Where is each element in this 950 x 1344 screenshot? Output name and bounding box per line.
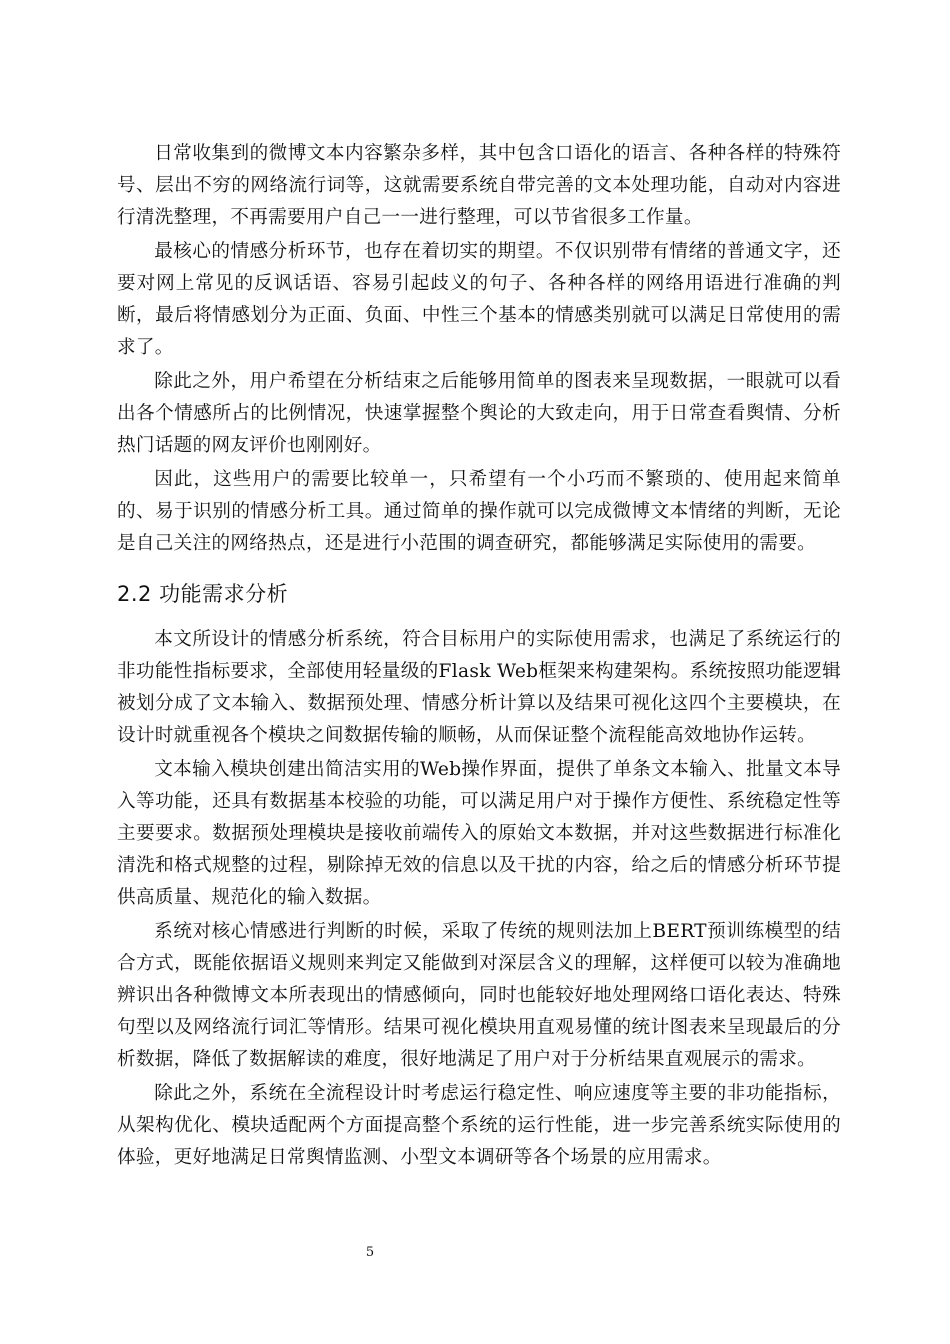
paragraph: 本文所设计的情感分析系统，符合目标用户的实际使用需求，也满足了系统运行的非功能性指标要求，全部使用轻量级的Flask Web框架来构建架构。系统按照功能逻辑被划分成了文本输入、数据预处理、情感分析计算以及结果可视化这四个主要模块，在设计时就重视各个模块之间数据传输的顺畅，从而保证整个流程能高效地协作运转。 — [117, 629, 841, 746]
paragraph: 最核心的情感分析环节，也存在着切实的期望。不仅识别带有情绪的普通文字，还要对网上常见的反讽话语、容易引起歧义的句子、各种各样的网络用语进行准确的判断，最后将情感划分为正面、负面、中性三个基本的情感类别就可以满足日常使用的需求了。 — [117, 241, 841, 358]
section-heading: 2.2 功能需求分析 — [117, 582, 289, 606]
page-number: 5 — [365, 1245, 375, 1260]
paragraph: 除此之外，用户希望在分析结束之后能够用简单的图表来呈现数据，一眼就可以看出各个情感所占的比例情况，快速掌握整个舆论的大致走向，用于日常查看舆情、分析热门话题的网友评价也刚刚好。 — [117, 371, 841, 456]
paragraph: 因此，这些用户的需要比较单一，只希望有一个小巧而不繁琐的、使用起来简单的、易于识别的情感分析工具。通过简单的操作就可以完成微博文本情绪的判断，无论是自己关注的网络热点，还是进行小范围的调查研究，都能够满足实际使用的需要。 — [117, 469, 841, 554]
paragraph: 日常收集到的微博文本内容繁杂多样，其中包含口语化的语言、各种各样的特殊符号、层出不穷的网络流行词等，这就需要系统自带完善的文本处理功能，自动对内容进行清洗整理，不再需要用户自己一一进行整理，可以节省很多工作量。 — [117, 143, 841, 228]
paragraph: 系统对核心情感进行判断的时候，采取了传统的规则法加上BERT预训练模型的结合方式，既能依据语义规则来判定又能做到对深层含义的理解，这样便可以较为准确地辨识出各种微博文本所表现出的情感倾向，同时也能较好地处理网络口语化表达、特殊句型以及网络流行词汇等情形。结果可视化模块用直观易懂的统计图表来呈现最后的分析数据，降低了数据解读的难度，很好地满足了用户对于分析结果直观展示的需求。 — [117, 921, 841, 1070]
paragraph: 文本输入模块创建出简洁实用的Web操作界面，提供了单条文本输入、批量文本导入等功能，还具有数据基本校验的功能，可以满足用户对于操作方便性、系统稳定性等主要要求。数据预处理模块是接收前端传入的原始文本数据，并对这些数据进行标准化清洗和格式规整的过程，剔除掉无效的信息以及干扰的内容，给之后的情感分析环节提供高质量、规范化的输入数据。 — [117, 759, 841, 908]
page-body — [117, 138, 841, 1174]
paragraph: 除此之外，系统在全流程设计时考虑运行稳定性、响应速度等主要的非功能指标，从架构优化、模块适配两个方面提高整个系统的运行性能，进一步完善系统实际使用的体验，更好地满足日常舆情监测、小型文本调研等各个场景的应用需求。 — [117, 1083, 841, 1168]
